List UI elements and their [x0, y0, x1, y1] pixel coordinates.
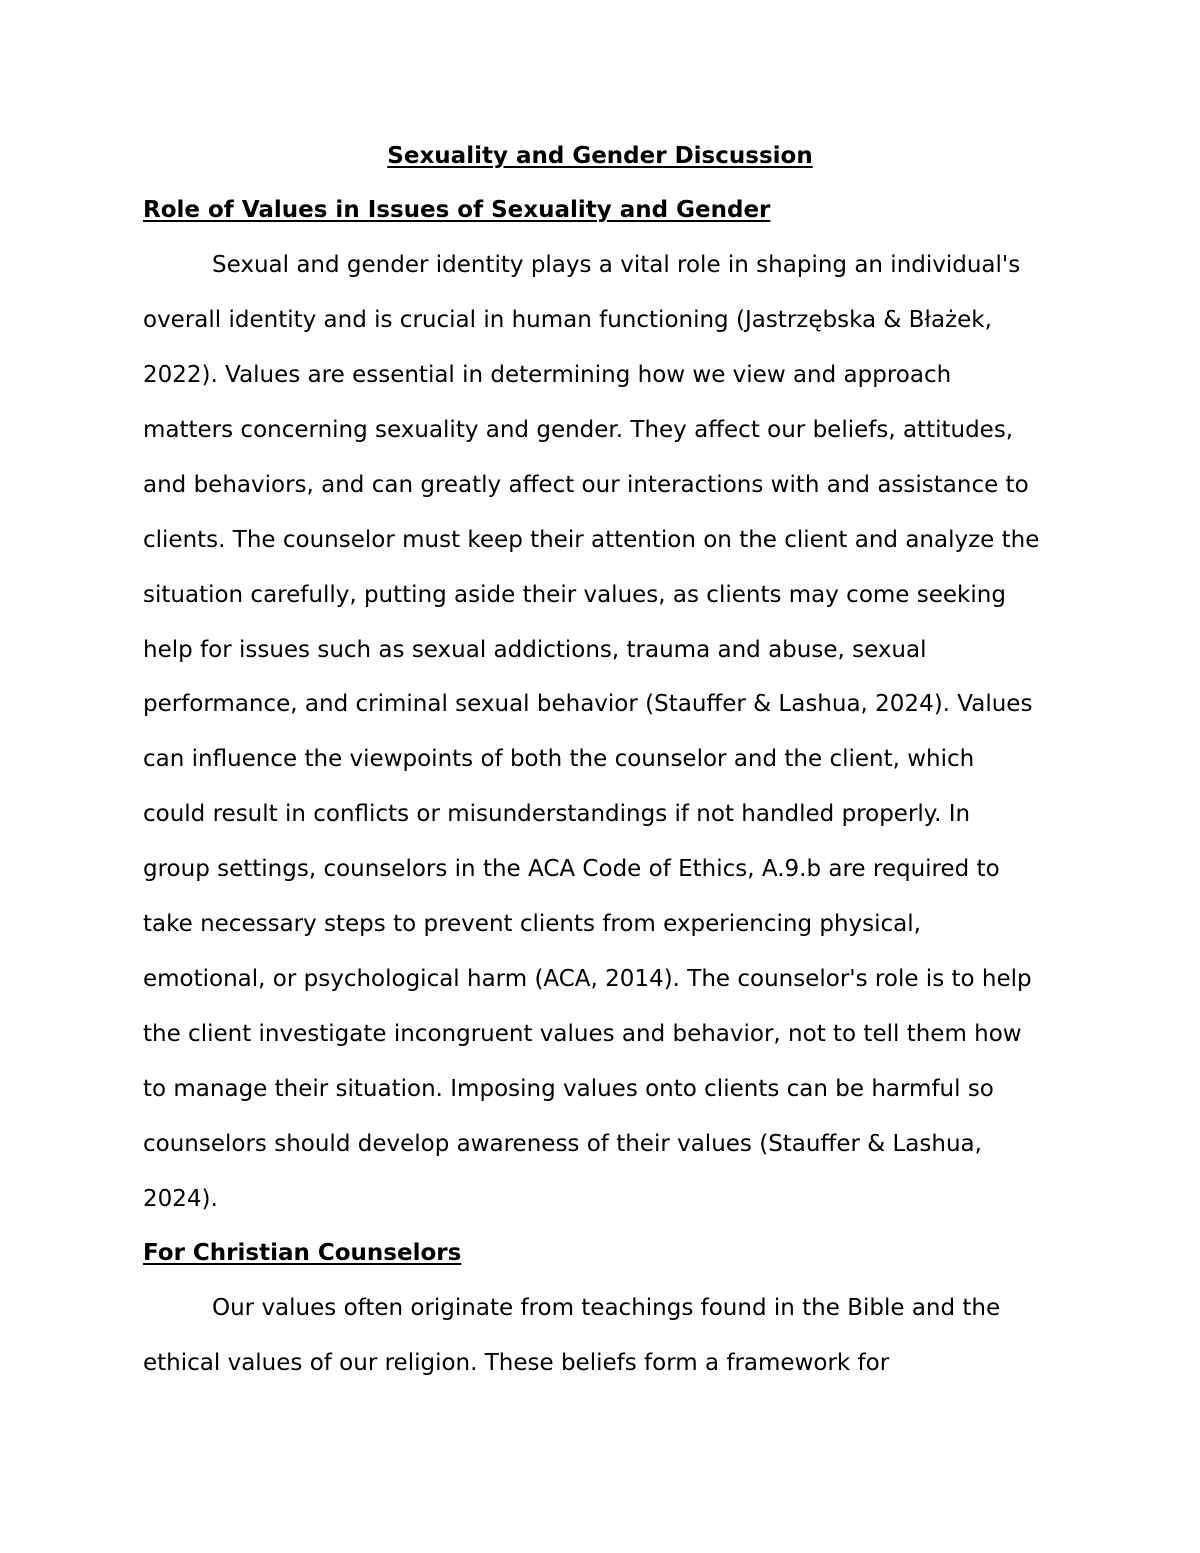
paragraph-line: can influence the viewpoints of both the counselor and the client, which: [143, 746, 975, 772]
paragraph-line: Our values often originate from teachings found in the Bible and the: [212, 1295, 1001, 1321]
paragraph-line: ethical values of our religion. These beliefs form a framework for: [143, 1350, 890, 1376]
paragraph-line: the client investigate incongruent values and behavior, not to tell them how: [143, 1021, 1022, 1047]
paragraph-line: counselors should develop awareness of their values (Stauffer & Lashua,: [143, 1131, 982, 1157]
paragraph-line: help for issues such as sexual addictions, trauma and abuse, sexual: [143, 637, 927, 663]
paragraph-line: and behaviors, and can greatly affect our interactions with and assistance to: [143, 472, 1029, 498]
paragraph-line: to manage their situation. Imposing values onto clients can be harmful so: [143, 1076, 994, 1102]
paragraph-line: overall identity and is crucial in human functioning (Jastrzębska & Błażek,: [143, 307, 992, 333]
paragraph-line: matters concerning sexuality and gender. They affect our beliefs, attitudes,: [143, 417, 1014, 443]
paragraph-line: emotional, or psychological harm (ACA, 2014). The counselor's role is to help: [143, 966, 1032, 992]
paragraph-line: take necessary steps to prevent clients from experiencing physical,: [143, 911, 921, 937]
paragraph-line: could result in conflicts or misunderstandings if not handled properly. In: [143, 801, 971, 827]
paragraph-line: 2022). Values are essential in determining how we view and approach: [143, 362, 952, 388]
section-heading-christian-counselors: For Christian Counselors: [143, 1240, 462, 1266]
paragraph-line: Sexual and gender identity plays a vital role in shaping an individual's: [212, 252, 1021, 278]
document-title: Sexuality and Gender Discussion: [387, 143, 813, 169]
paragraph-line: group settings, counselors in the ACA Code of Ethics, A.9.b are required to: [143, 856, 1000, 882]
paragraph-line: clients. The counselor must keep their attention on the client and analyze the: [143, 527, 1040, 553]
section-heading-role-of-values: Role of Values in Issues of Sexuality and Gender: [143, 197, 771, 223]
paragraph-line: performance, and criminal sexual behavior (Stauffer & Lashua, 2024). Values: [143, 691, 1033, 717]
paragraph-line: 2024).: [143, 1186, 218, 1212]
paragraph-line: situation carefully, putting aside their values, as clients may come seeking: [143, 582, 1006, 608]
